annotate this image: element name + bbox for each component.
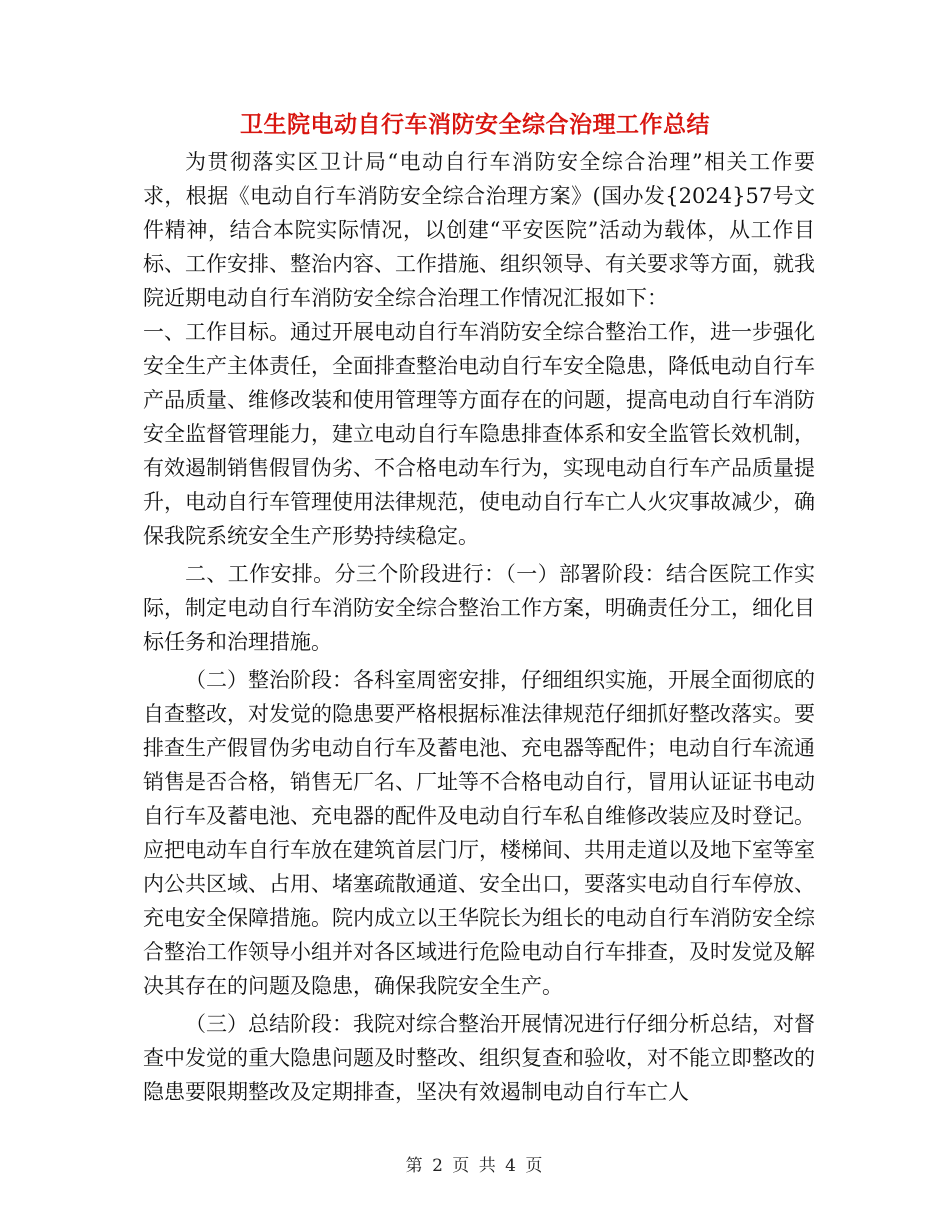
document-title: 卫生院电动自行车消防安全综合治理工作总结: [240, 111, 710, 138]
paragraph-work-goal: 一、工作目标。通过开展电动自行车消防安全综合整治工作，进一步强化安全生产主体责任，全面排查整治电动自行车安全隐患，降低电动自行车产品质量、维修改装和使用管理等方面存在的问题，提高电动自行车消防安全监督管理能力，建立电动自行车隐患排查体系和安全监管长效机制，有效遏制销售假冒伪劣、不合格电动车行为，实现电动自行车产品质量提升，电动自行车管理使用法律规范，使电动自行车亡人火灾事故减少，确保我院系统安全生产形势持续稳定。: [143, 320, 815, 548]
paragraph-work-arrangement: 二、工作安排。分三个阶段进行：（一）部署阶段：结合医院工作实际，制定电动自行车消防安全综合整治工作方案，明确责任分工，细化目标任务和治理措施。: [143, 562, 815, 654]
document-body: [143, 145, 815, 1113]
page-number: 第 2 页 共 4 页: [405, 1156, 545, 1176]
paragraph-intro: 为贯彻落实区卫计局“电动自行车消防安全综合治理”相关工作要求，根据《电动自行车消防安全综合治理方案》(国办发{2024}57号文件精神，结合本院实际情况，以创建“平安医院”活动为载体，从工作目标、工作安排、整治内容、工作措施、组织领导、有关要求等方面，就我院近期电动自行车消防安全综合治理工作情况汇报如下：: [143, 150, 815, 310]
paragraph-rectification-stage: （二）整治阶段：各科室周密安排，仔细组织实施，开展全面彻底的自查整改，对发觉的隐患要严格根据标准法律规范仔细抓好整改落实。要排查生产假冒伪劣电动自行车及蓄电池、充电器等配件；电动自行车流通销售是否合格，销售无厂名、厂址等不合格电动自行，冒用认证证书电动自行车及蓄电池、充电器的配件及电动自行车私自维修改装应及时登记。应把电动车自行车放在建筑首层门厅，楼梯间、共用走道以及地下室等室内公共区域、占用、堵塞疏散通道、安全出口，要落实电动自行车停放、充电安全保障措施。院内成立以王华院长为组长的电动自行车消防安全综合整治工作领导小组并对各区域进行危险电动自行车排查，及时发觉及解决其存在的问题及隐患，确保我院安全生产。: [143, 668, 815, 998]
paragraph-summary-stage: （三）总结阶段：我院对综合整治开展情况进行仔细分析总结，对督查中发觉的重大隐患问题及时整改、组织复查和验收，对不能立即整改的隐患要限期整改及定期排查，坚决有效遏制电动自行车亡人: [143, 1012, 815, 1104]
